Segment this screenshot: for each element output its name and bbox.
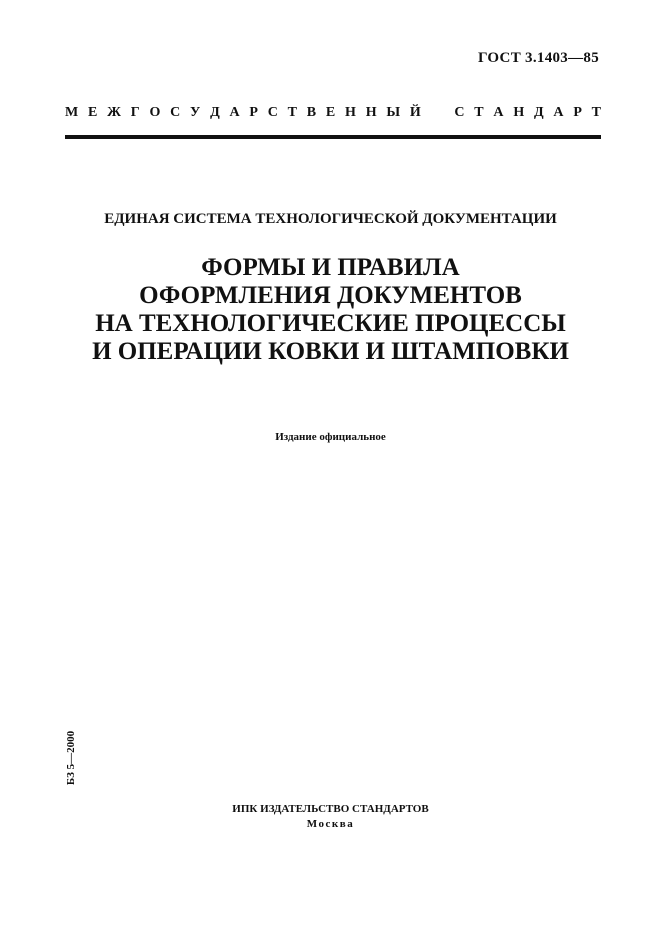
side-mark-text: БЗ 5—2000 [65, 730, 77, 786]
standard-type-letter: Д [210, 105, 220, 120]
document-title-line: НА ТЕХНОЛОГИЧЕСКИЕ ПРОЦЕССЫ [95, 310, 566, 337]
standard-type-letter: Н [513, 105, 525, 120]
standard-type-letter: Г [130, 105, 140, 120]
standard-type-letter: С [267, 105, 278, 120]
standard-type-letter: Н [365, 105, 377, 120]
standard-type-letter: Т [287, 105, 298, 120]
standard-type-letter: Ж [107, 105, 121, 120]
standard-type-letter: Д [533, 105, 544, 120]
standard-type-letter: У [190, 105, 201, 120]
document-title-line: ОФОРМЛЕНИЯ ДОКУМЕНТОВ [139, 282, 522, 309]
edition-label: Издание официальное [275, 431, 386, 443]
standard-type-letter: М [65, 105, 79, 120]
system-title: ЕДИНАЯ СИСТЕМА ТЕХНОЛОГИЧЕСКОЙ ДОКУМЕНТАЦИИ [104, 211, 557, 227]
standard-type-letter: А [553, 105, 564, 120]
standard-type-letter: Т [474, 105, 484, 120]
standard-type-letter: Ы [386, 105, 401, 120]
standard-type-letter: С [170, 105, 181, 120]
document-title-line: ФОРМЫ И ПРАВИЛА [201, 254, 460, 281]
standard-type-letter: С [454, 105, 465, 120]
standard-type-word-gap [431, 105, 445, 121]
standard-type-letter: А [493, 105, 504, 120]
standard-type-letter: А [229, 105, 240, 120]
standard-type-heading [65, 105, 601, 121]
standard-type-letter: Е [325, 105, 336, 120]
standard-type-letter: Н [345, 105, 356, 120]
header-divider [65, 135, 601, 139]
publisher-city: Москва [306, 818, 355, 830]
publisher-name: ИПК ИЗДАТЕЛЬСТВО СТАНДАРТОВ [232, 803, 429, 815]
standard-type-letter: Е [88, 105, 98, 120]
standard-type-letter: Р [573, 105, 582, 120]
standard-type-letter: В [306, 105, 317, 120]
document-title-line: И ОПЕРАЦИИ КОВКИ И ШТАМПОВКИ [92, 338, 569, 365]
standard-type-letter: О [149, 105, 161, 120]
standard-code: ГОСТ 3.1403—85 [477, 50, 599, 66]
standard-type-letter: Р [249, 105, 258, 120]
standard-type-letter: Й [409, 105, 421, 120]
standard-type-letter: Т [591, 105, 601, 120]
document-title [0, 254, 661, 366]
